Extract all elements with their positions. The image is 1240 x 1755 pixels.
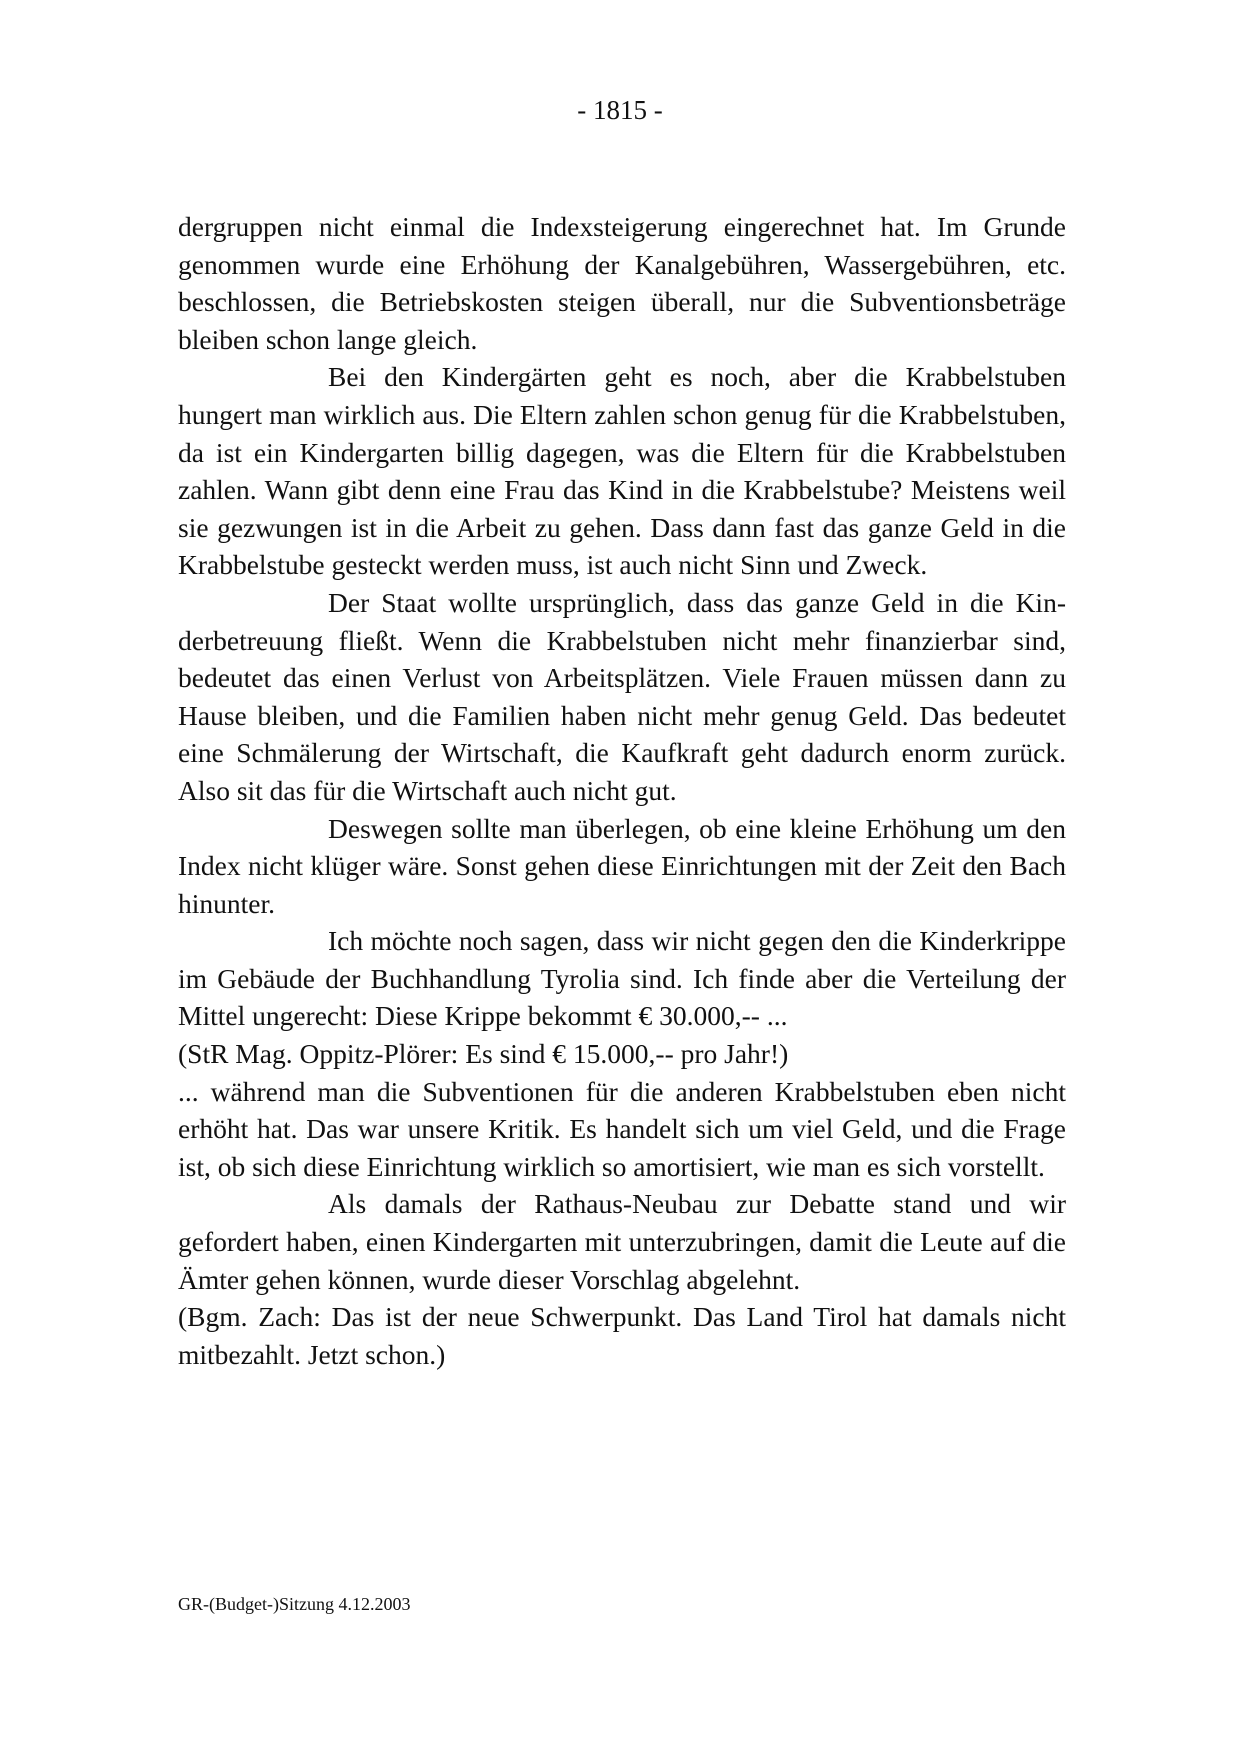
paragraph-2: Bei den Kindergärten geht es noch, aber die Krabbelstuben hungert man wirklich aus. Die Eltern zahlen schon genug für die Krabbelstuben, da ist ein Kindergarten billig dagegen, was die Eltern für die Krabbelstuben zahlen. Wann gibt denn eine Frau das Kind in die Krabbelstube? Meistens weil sie gezwungen ist in die Arbeit zu gehen. Dass dann fast das ganze Geld in die Krabbelstube gesteckt werden muss, ist auch nicht Sinn und Zweck. (178, 361, 1066, 581)
paragraph-3: Der Staat wollte ursprünglich, dass das ganze Geld in die Kinderbetreuung fließt. Wenn die Krabbelstuben nicht mehr finanzierbar sind, bedeutet das einen Verlust von Arbeitsplätzen. Viele Frauen müssen dann zu Hause bleiben, und die Familien haben nicht mehr genug Geld. Das bedeutet eine Schmälerung der Wirtschaft, die Kaufkraft geht dadurch enorm zurück. Also sit das für die Wirtschaft auch nicht gut. (178, 586, 1066, 806)
interjection-zach: (Bgm. Zach: Das ist der neue Schwerpunkt. Das Land Tirol hat damals nicht mitbezahlt. Jetzt schon.) (178, 1301, 1066, 1370)
paragraph-4: Deswegen sollte man überlegen, ob eine kleine Erhöhung um den Index nicht klüger wäre. Sonst gehen diese Einrichtungen mit der Zeit den Bach hinunter. (178, 812, 1066, 919)
paragraph-7: Als damals der Rathaus-Neubau zur Debatte stand und wir gefordert haben, einen Kindergarten mit unterzubringen, damit die Leute auf die Ämter gehen können, wurde dieser Vorschlag abgelehnt. (178, 1188, 1066, 1295)
paragraph-1: dergruppen nicht einmal die Indexsteigerung eingerechnet hat. Im Grunde genommen wurde eine Erhöhung der Kanalgebühren, Wassergebühren, etc. beschlossen, die Betriebskosten steigen überall, nur die Subventionsbeträge bleiben schon lange gleich. (178, 211, 1066, 355)
page-number: - 1815 - (577, 95, 663, 125)
body-text (178, 208, 1066, 1373)
paragraph-6: ... während man die Subventionen für die anderen Krabbelstuben eben nicht erhöht hat. Das war unsere Kritik. Es handelt sich um viel Geld, und die Frage ist, ob sich diese Einrichtung wirklich so amortisiert, wie man es sich vorstellt. (178, 1075, 1066, 1182)
footer-session-label: GR-(Budget-)Sitzung 4.12.2003 (178, 1594, 411, 1614)
interjection-oppitz-ploerer: (StR Mag. Oppitz-Plörer: Es sind € 15.000,-- pro Jahr!) (178, 1038, 789, 1070)
paragraph-5: Ich möchte noch sagen, dass wir nicht gegen den die Kinderkrippe im Gebäude der Buchhandlung Tyrolia sind. Ich finde aber die Verteilung der Mittel ungerecht: Diese Krippe bekommt € 30.000,-- ... (178, 925, 1066, 1032)
